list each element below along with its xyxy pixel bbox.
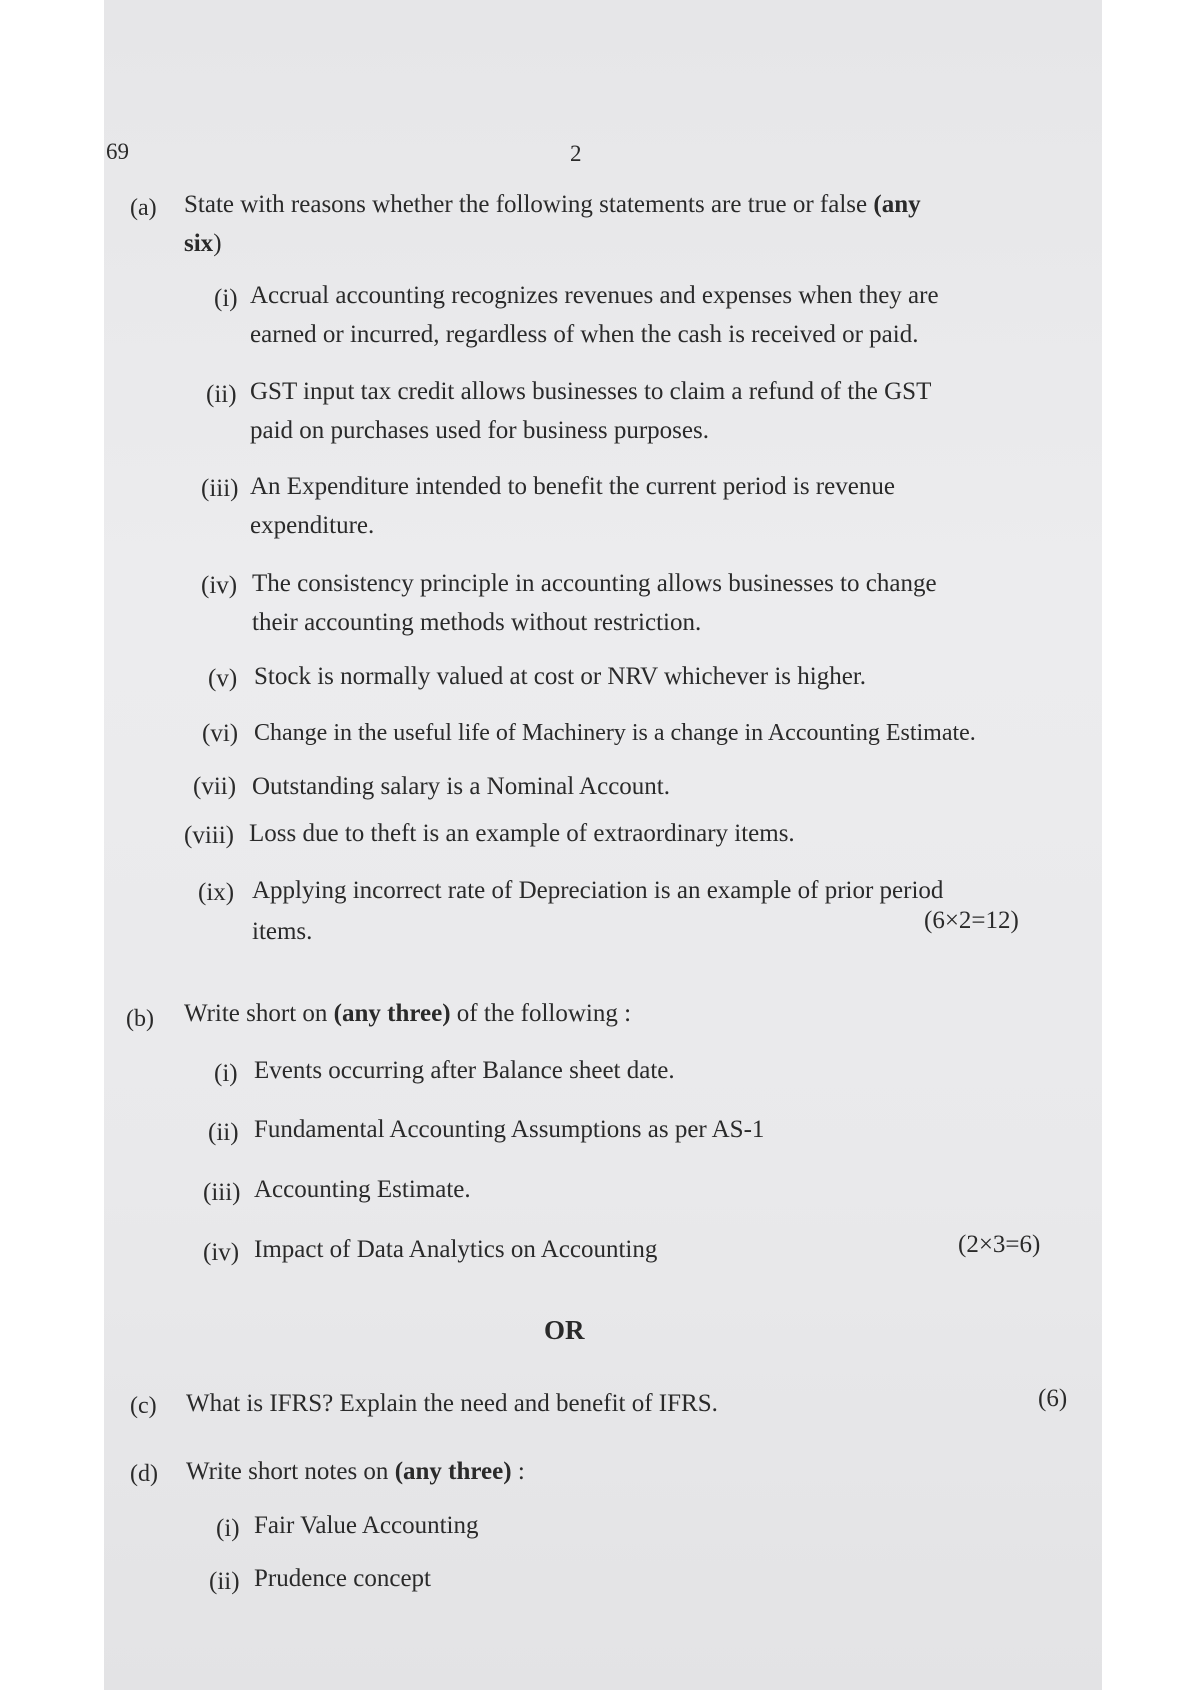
item-text: their accounting methods without restriction. (252, 609, 702, 636)
section-b-marks: (2×3=6) (958, 1231, 1041, 1258)
item-num: (iv) (203, 1239, 240, 1266)
section-b-intro: Write short on (any three) of the following : (184, 1000, 632, 1027)
section-d-intro: Write short notes on (any three) : (186, 1458, 525, 1485)
paper-code: 69 (106, 139, 129, 164)
section-a-intro: State with reasons whether the following statements are true or false (any (184, 191, 921, 218)
page-number: 2 (570, 141, 582, 166)
section-c-label: (c) (130, 1393, 157, 1419)
item-text: Events occurring after Balance sheet date. (254, 1057, 675, 1084)
item-num: (vi) (202, 720, 239, 747)
item-text: The consistency principle in accounting allows businesses to change (252, 570, 937, 597)
item-num: (iii) (201, 475, 239, 502)
item-num: (ii) (206, 381, 237, 408)
item-num: (iv) (201, 572, 238, 599)
section-d-label: (d) (130, 1461, 158, 1487)
item-text: Impact of Data Analytics on Accounting (254, 1236, 658, 1263)
item-num: (iii) (203, 1179, 241, 1206)
item-text: An Expenditure intended to benefit the current period is revenue (250, 473, 895, 500)
item-text: Fundamental Accounting Assumptions as per AS-1 (254, 1116, 765, 1143)
or-separator: OR (544, 1315, 585, 1345)
item-text: expenditure. (250, 512, 375, 539)
section-b-label: (b) (126, 1006, 154, 1032)
item-text: GST input tax credit allows businesses to claim a refund of the GST (250, 378, 932, 405)
item-text: Loss due to theft is an example of extraordinary items. (249, 820, 795, 847)
item-num: (viii) (184, 822, 234, 849)
item-text: paid on purchases used for business purposes. (250, 417, 709, 444)
item-text: earned or incurred, regardless of when the cash is received or paid. (250, 321, 919, 348)
item-text: Fair Value Accounting (254, 1512, 479, 1539)
item-num: (ii) (209, 1568, 240, 1595)
item-text: Stock is normally valued at cost or NRV whichever is higher. (254, 663, 867, 690)
item-num: (i) (216, 1515, 240, 1542)
item-text: Accounting Estimate. (254, 1176, 471, 1203)
item-text: items. (252, 918, 313, 945)
item-num: (ix) (198, 879, 235, 906)
section-a-label: (a) (130, 195, 157, 221)
item-text: Prudence concept (254, 1565, 432, 1592)
item-num: (i) (214, 1060, 238, 1087)
item-num: (i) (214, 285, 238, 312)
section-a-marks: (6×2=12) (924, 907, 1019, 934)
item-text: Outstanding salary is a Nominal Account. (252, 773, 670, 800)
section-c-marks: (6) (1038, 1385, 1068, 1412)
item-text: Change in the useful life of Machinery is a change in Accounting Estimate. (254, 720, 976, 746)
item-text: Applying incorrect rate of Depreciation is an example of prior period (252, 877, 944, 904)
item-num: (vii) (193, 773, 237, 800)
item-num: (ii) (208, 1119, 239, 1146)
section-c-question: What is IFRS? Explain the need and benefit of IFRS. (186, 1390, 718, 1417)
item-num: (v) (208, 665, 238, 692)
item-text: Accrual accounting recognizes revenues and expenses when they are (250, 282, 939, 309)
section-a-intro-cont: six) (184, 230, 222, 257)
